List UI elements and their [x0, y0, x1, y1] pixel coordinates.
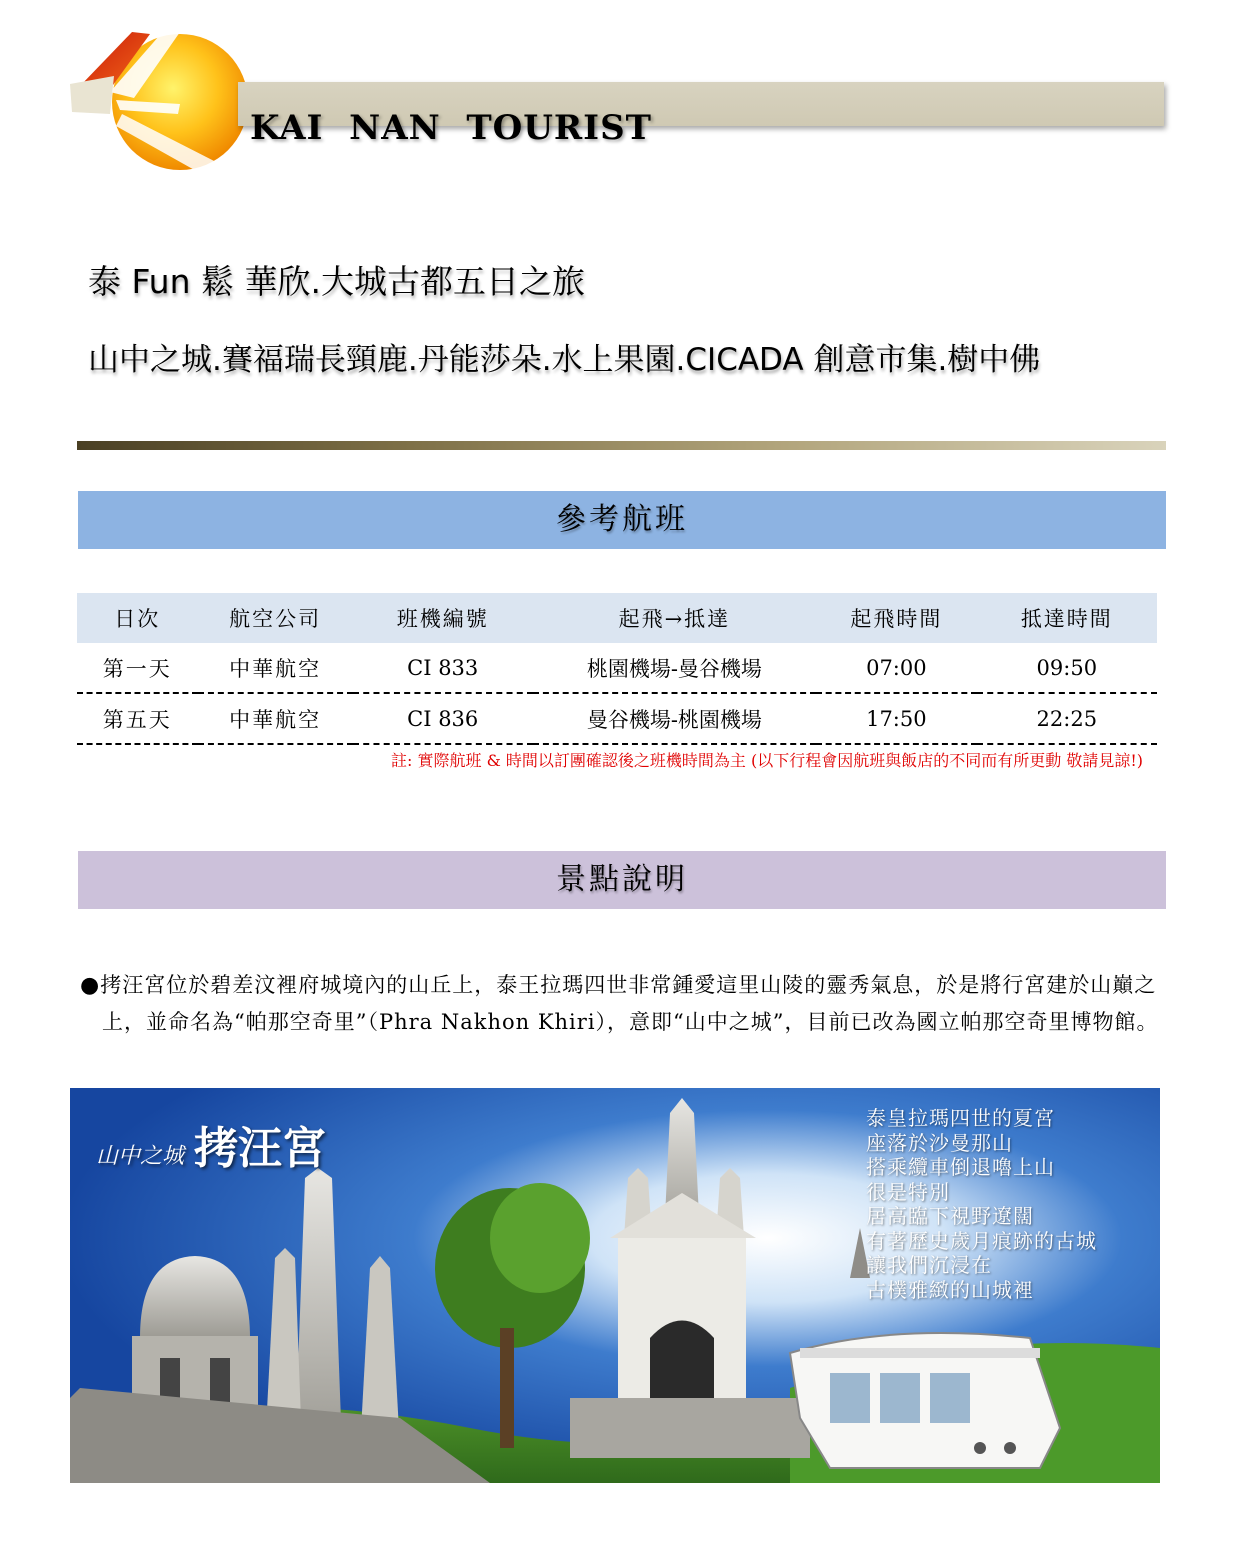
banner-subtitle: 山中之城: [96, 1144, 185, 1169]
cell-departure: 07:00: [816, 643, 977, 693]
col-airline: 航空公司: [198, 593, 353, 643]
spot-section-heading: 景點說明: [78, 851, 1166, 909]
bullet-icon: ●: [80, 973, 101, 998]
col-flight-no: 班機編號: [353, 593, 533, 643]
banner-title: [96, 1112, 326, 1176]
cell-arrival: 22:25: [977, 693, 1157, 744]
cell-arrival: 09:50: [977, 643, 1157, 693]
table-header-row: [77, 593, 1157, 643]
cell-flight-no: CI 833: [353, 643, 533, 693]
col-arrival: 抵達時間: [977, 593, 1157, 643]
tour-title: 泰 Fun 鬆 華欣.大城古都五日之旅: [88, 262, 585, 301]
poem-line: 有著歷史歲月痕跡的古城: [866, 1228, 1097, 1253]
poem-line: 座落於沙曼那山: [866, 1130, 1013, 1155]
cell-day: 第一天: [77, 643, 198, 693]
cell-route: 曼谷機場-桃園機場: [533, 693, 816, 744]
cell-departure: 17:50: [816, 693, 977, 744]
description-text: 拷汪宮位於碧差汶裡府城境內的山丘上，泰王拉瑪四世非常鍾愛這里山陵的靈秀氣息，於是將行宮建於山巔之上，並命名為“帕那空奇里”（Phra Nakhon Khiri），意即“山中之城”，目前已改為國立帕那空奇里博物館。: [100, 973, 1159, 1034]
poem-line: 居高臨下視野遼闊: [866, 1204, 1034, 1228]
cell-route: 桃園機場-曼谷機場: [533, 643, 816, 693]
brand-name: KAI NAN TOURIST: [250, 108, 652, 148]
table-row: [77, 643, 1157, 693]
poem-line: 泰皇拉瑪四世的夏宮: [866, 1106, 1055, 1130]
poem-line: 古樸雅緻的山城裡: [866, 1277, 1034, 1302]
poem-line: 讓我們沉浸在: [866, 1253, 992, 1277]
col-departure: 起飛時間: [816, 593, 977, 643]
col-route: 起飛→抵達: [533, 593, 816, 643]
kai-nan-logo: [70, 14, 250, 179]
table-row: [77, 693, 1157, 744]
banner-poem: [866, 1106, 1097, 1302]
cell-airline: 中華航空: [198, 693, 353, 744]
flight-section-heading: 參考航班: [78, 491, 1166, 549]
col-day: 日次: [77, 593, 198, 643]
cell-day: 第五天: [77, 693, 198, 744]
spot-description: [80, 967, 1170, 1041]
poem-line: 很是特別: [866, 1179, 950, 1204]
banner-main-title: 拷汪宮: [194, 1123, 327, 1174]
cell-flight-no: CI 836: [353, 693, 533, 744]
cell-airline: 中華航空: [198, 643, 353, 693]
tour-highlights: 山中之城.賽福瑞長頸鹿.丹能莎朵.水上果園.CICADA 創意市集.樹中佛: [88, 342, 1041, 378]
flight-table: [77, 593, 1157, 745]
poem-line: 搭乘纜車倒退嚕上山: [866, 1155, 1055, 1179]
flight-note: 註: 實際航班 & 時間以訂團確認後之班機時間為主 (以下行程會因航班與飯店的不同而有所更動 敬請見諒!): [391, 751, 1143, 770]
divider: [77, 441, 1166, 450]
